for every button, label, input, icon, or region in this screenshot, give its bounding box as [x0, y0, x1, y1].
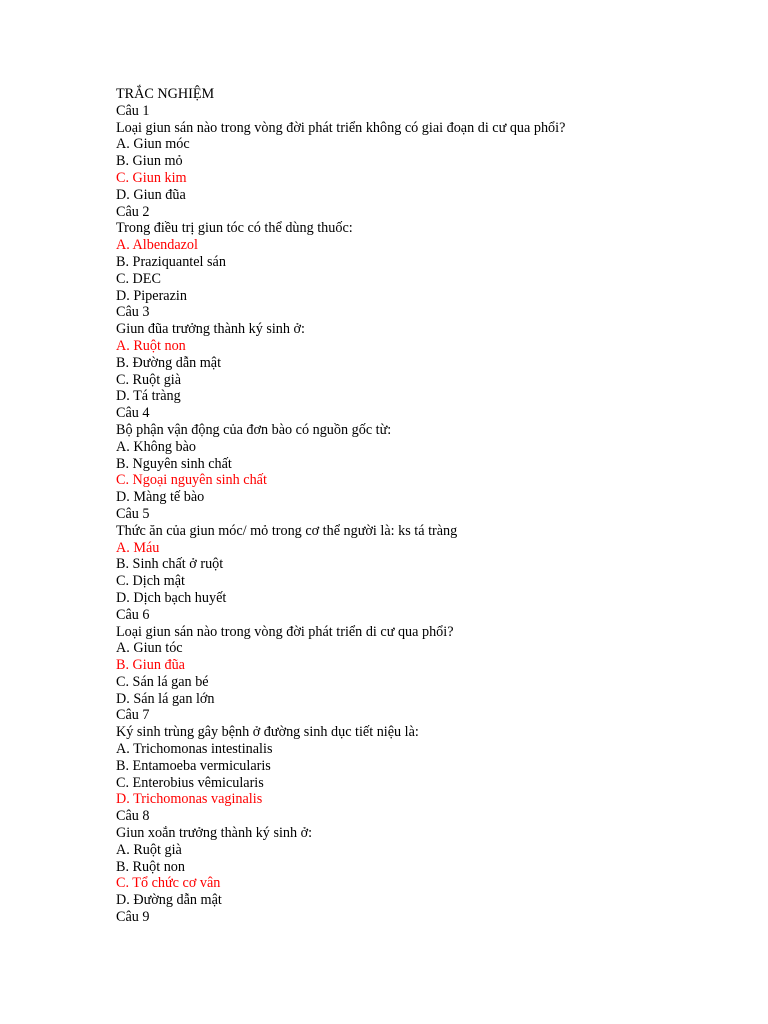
question-number: Câu 1 — [116, 102, 150, 119]
question-number: Câu 4 — [116, 405, 150, 422]
answer-option: D. Dịch bạch huyết — [116, 589, 227, 606]
question-number: Câu 9 — [116, 909, 150, 926]
question-number: Câu 6 — [116, 606, 150, 623]
correct-answer-option: C. Giun kim — [116, 169, 187, 186]
question-block — [116, 204, 736, 305]
question-list — [116, 103, 736, 926]
correct-answer-option: B. Giun đũa — [116, 657, 185, 674]
question-block — [116, 405, 736, 506]
answer-option: D. Màng tế bào — [116, 489, 205, 506]
answer-option: B. Entamoeba vermicularis — [116, 757, 271, 774]
answer-option: C. DEC — [116, 270, 161, 287]
question-block — [116, 103, 736, 204]
answer-option: D. Giun đũa — [116, 186, 186, 203]
question-number: Câu 7 — [116, 707, 150, 724]
question-prompt: Giun đũa trưởng thành ký sinh ở: — [116, 321, 305, 338]
question-number: Câu 2 — [116, 203, 150, 220]
answer-option: C. Enterobius vêmicularis — [116, 774, 264, 791]
question-prompt: Bộ phận vận động của đơn bào có nguồn gốc từ: — [116, 421, 392, 438]
correct-answer-option: C. Tổ chức cơ vân — [116, 875, 221, 892]
document-title: TRẮC NGHIỆM — [116, 86, 215, 102]
question-prompt: Ký sinh trùng gây bệnh ở đường sinh dục tiết niệu là: — [116, 724, 419, 741]
document-page — [116, 86, 736, 926]
answer-option: B. Praziquantel sán — [116, 253, 226, 270]
question-block — [116, 506, 736, 607]
answer-option: B. Giun mỏ — [116, 153, 183, 170]
question-block — [116, 304, 736, 405]
answer-option: A. Trichomonas intestinalis — [116, 741, 273, 758]
answer-option: C. Ruột già — [116, 371, 182, 388]
answer-option: A. Giun móc — [116, 136, 190, 153]
answer-option: B. Đường dẫn mật — [116, 354, 222, 371]
answer-option: D. Đường dẫn mật — [116, 892, 222, 909]
answer-option: A. Giun tóc — [116, 640, 183, 657]
correct-answer-option: C. Ngoại nguyên sinh chất — [116, 472, 267, 489]
answer-option: C. Dịch mật — [116, 573, 185, 590]
answer-option: B. Nguyên sinh chất — [116, 455, 232, 472]
correct-answer-option: A. Albendazol — [116, 237, 198, 254]
answer-option: A. Ruột già — [116, 841, 182, 858]
question-block — [116, 808, 736, 909]
question-prompt: Giun xoắn trưởng thành ký sinh ở: — [116, 825, 313, 842]
correct-answer-option: D. Trichomonas vaginalis — [116, 791, 263, 808]
question-block — [116, 607, 736, 708]
question-number: Câu 8 — [116, 808, 150, 825]
answer-option: D. Tá tràng — [116, 388, 181, 405]
question-block — [116, 909, 736, 926]
answer-option: B. Sinh chất ở ruột — [116, 556, 224, 573]
question-number: Câu 3 — [116, 304, 150, 321]
answer-option: A. Không bào — [116, 438, 196, 455]
question-prompt: Loại giun sán nào trong vòng đời phát triển không có giai đoạn di cư qua phổi? — [116, 119, 566, 136]
question-block — [116, 707, 736, 808]
answer-option: D. Piperazin — [116, 287, 187, 304]
question-prompt: Trong điều trị giun tóc có thể dùng thuốc: — [116, 220, 353, 237]
correct-answer-option: A. Máu — [116, 539, 160, 556]
answer-option: C. Sán lá gan bé — [116, 673, 209, 690]
question-number: Câu 5 — [116, 505, 150, 522]
answer-option: D. Sán lá gan lớn — [116, 690, 215, 707]
correct-answer-option: A. Ruột non — [116, 337, 186, 354]
answer-option: B. Ruột non — [116, 858, 185, 875]
question-prompt: Thức ăn của giun móc/ mỏ trong cơ thể người là: ks tá tràng — [116, 522, 458, 539]
question-prompt: Loại giun sán nào trong vòng đời phát triển di cư qua phổi? — [116, 623, 454, 640]
